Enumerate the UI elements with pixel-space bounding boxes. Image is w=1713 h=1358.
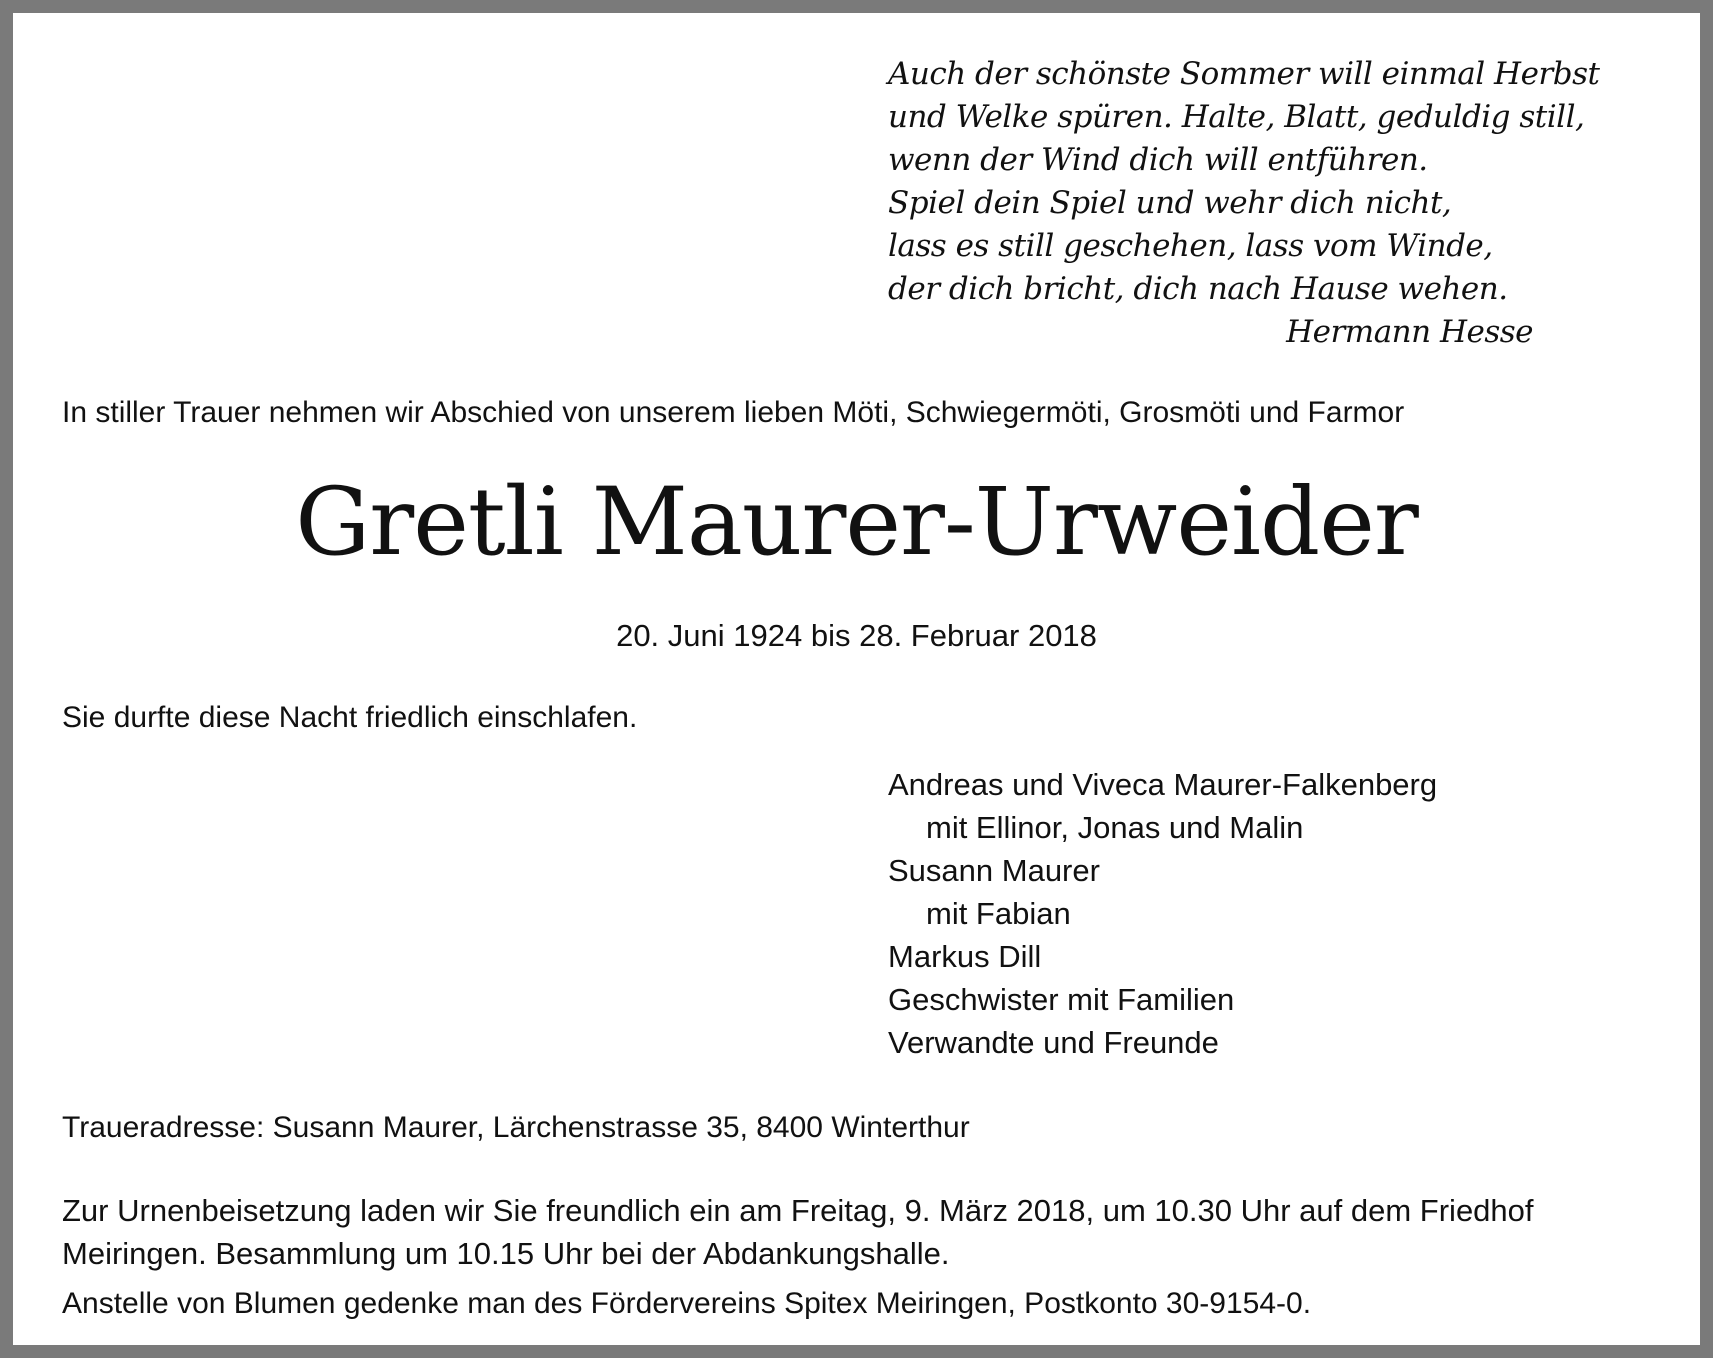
poem-line: der dich bricht, dich nach Hause wehen.: [888, 271, 1508, 307]
family-member: Geschwister mit Familien: [888, 982, 1235, 1017]
mourning-address: Traueradresse: Susann Maurer, Lärchenstrasse 35, 8400 Winterthur: [62, 1111, 970, 1144]
poem-line: Auch der schönste Sommer will einmal Herbst: [888, 56, 1600, 92]
family-member: Andreas und Viveca Maurer-Falkenberg: [888, 767, 1438, 802]
obituary-notice: [13, 13, 1700, 1345]
poem-quote: [888, 53, 1599, 354]
family-member: Susann Maurer: [888, 853, 1100, 888]
family-list: [888, 763, 1437, 1064]
intro-text: In stiller Trauer nehmen wir Abschied von unserem lieben Möti, Schwiegermöti, Grosmöti und Farmor: [62, 396, 1405, 429]
donation-info: Anstelle von Blumen gedenke man des Fördervereins Spitex Meiringen, Postkonto 30-9154-0.: [62, 1287, 1312, 1320]
family-member: mit Ellinor, Jonas und Malin: [926, 810, 1304, 845]
poem-line: lass es still geschehen, lass vom Winde,: [888, 228, 1493, 264]
life-dates: 20. Juni 1924 bis 28. Februar 2018: [616, 618, 1097, 653]
passing-notice: Sie durfte diese Nacht friedlich einschlafen.: [62, 701, 638, 734]
burial-info: Zur Urnenbeisetzung laden wir Sie freundlich ein am Freitag, 9. März 2018, um 10.30 Uhr auf dem Friedhof Meiringen. Besammlung um 10.15 Uhr bei der Abdankungshalle.: [62, 1193, 1534, 1271]
family-member: mit Fabian: [926, 896, 1071, 931]
poem-line: wenn der Wind dich will entführen.: [888, 142, 1428, 178]
deceased-name: Gretli Maurer-Urweider: [295, 468, 1418, 577]
family-member: Verwandte und Freunde: [888, 1025, 1219, 1060]
family-member: Markus Dill: [888, 939, 1042, 974]
poem-line: Spiel dein Spiel und wehr dich nicht,: [888, 185, 1452, 221]
poem-line: und Welke spüren. Halte, Blatt, geduldig still,: [888, 99, 1585, 135]
poem-author: Hermann Hesse: [1286, 314, 1533, 350]
